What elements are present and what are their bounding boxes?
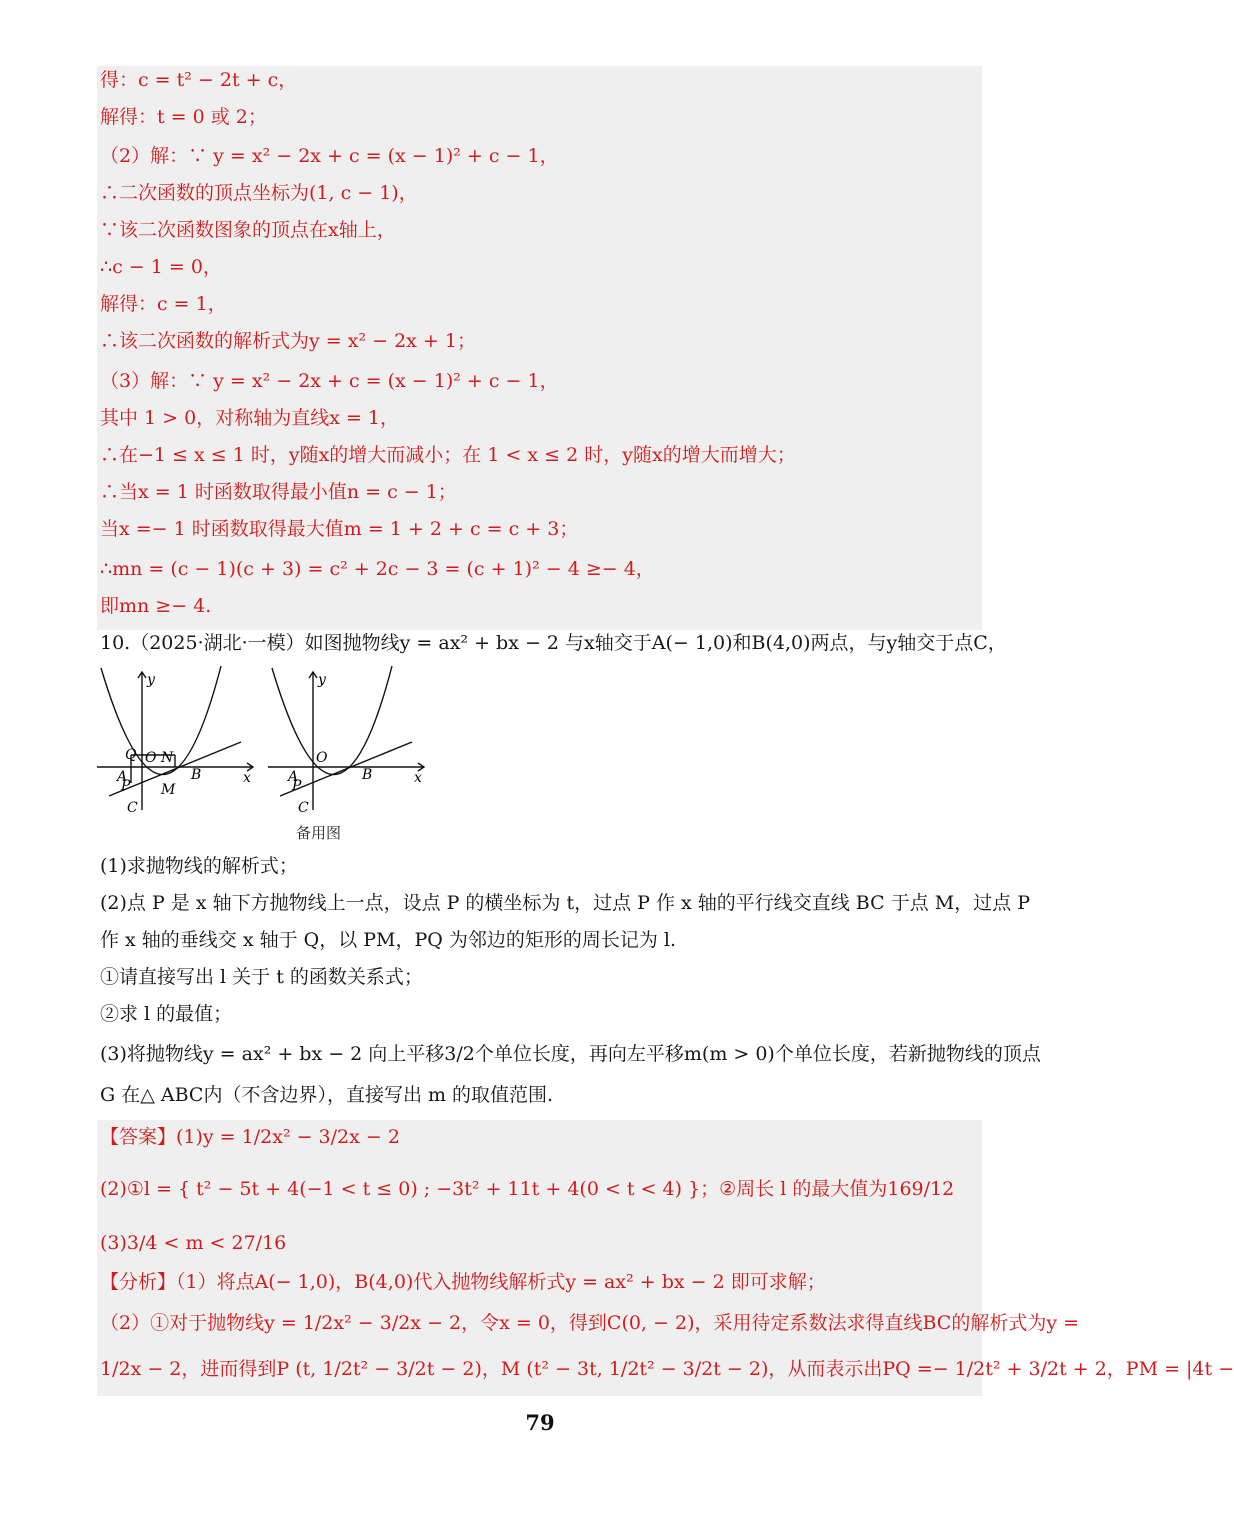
solution-line: 得：c = t² − 2t + c，: [100, 69, 298, 91]
answer-line: (2)①l = { t² − 5t + 4(−1 < t ≤ 0) ; −3t² + 11t + 4(0 < t < 4) }；②周长 l 的最大值为169/12: [100, 1178, 955, 1200]
page-number: 79: [525, 1410, 555, 1435]
solution-line: ∴c − 1 = 0，: [100, 256, 222, 278]
parabola-figure-spare: [266, 664, 431, 814]
fig2-label-C: C: [298, 800, 309, 816]
fig1-label-x: x: [243, 770, 251, 786]
solution-line: （2）解：∵ y = x² − 2x + c = (x − 1)² + c − 1，: [100, 145, 559, 167]
answer-line: (3)3/4 < m < 27/16: [100, 1232, 287, 1254]
question-line: 作 x 轴的垂线交 x 轴于 Q，以 PM，PQ 为邻边的矩形的周长记为 l.: [100, 929, 677, 951]
solution-line: ∴二次函数的顶点坐标为(1, c − 1)，: [100, 182, 418, 204]
solution-line: ∴该二次函数的解析式为y = x² − 2x + 1；: [100, 330, 476, 352]
answer-line: 【分析】（1）将点A(− 1,0)，B(4,0)代入抛物线解析式y = ax² + bx − 2 即可求解；: [100, 1271, 826, 1293]
answer-line: 1/2x − 2，进而得到P (t, 1/2t² − 3/2t − 2)，M (t² − 3t, 1/2t² − 3/2t − 2)，从而表示出PQ =− 1/2t² + 3/2t + 2，PM = |4t −: [100, 1358, 1234, 1380]
question-line: (3)将抛物线y = ax² + bx − 2 向上平移3/2个单位长度，再向左平移m(m > 0)个单位长度，若新抛物线的顶点: [100, 1043, 1041, 1065]
answer-line: （2）①对于抛物线y = 1/2x² − 3/2x − 2，令x = 0，得到C(0, − 2)，采用待定系数法求得直线BC的解析式为y =: [100, 1312, 1080, 1334]
fig1-label-Q: Q: [125, 747, 137, 763]
solution-line: （3）解：∵ y = x² − 2x + c = (x − 1)² + c − 1，: [100, 370, 559, 392]
solution-line: 当x =− 1 时函数取得最大值m = 1 + 2 + c = c + 3；: [100, 518, 579, 540]
question-line: ①请直接写出 l 关于 t 的函数关系式；: [100, 966, 423, 988]
problem-stem: 10.（2025·湖北·一模）如图抛物线y = ax² + bx − 2 与x轴交于A(− 1,0)和B(4,0)两点，与y轴交于点C，: [100, 632, 1007, 654]
fig1-label-N: N: [161, 750, 174, 766]
fig2-label-x: x: [414, 770, 422, 786]
fig2-label-O: O: [316, 750, 328, 766]
fig2-label-A: A: [288, 769, 299, 785]
parabola-figure-main: [95, 664, 260, 814]
fig1-label-O: O: [145, 750, 157, 766]
solution-line: 解得：c = 1，: [100, 293, 227, 315]
figure-caption: 备用图: [296, 824, 342, 842]
fig1-label-A: A: [117, 769, 128, 785]
fig1-label-C: C: [127, 800, 138, 816]
answer-line: 【答案】(1)y = 1/2x² − 3/2x − 2: [100, 1126, 400, 1148]
solution-line: ∴当x = 1 时函数取得最小值n = c − 1；: [100, 481, 457, 503]
question-line: ②求 l 的最值；: [100, 1003, 233, 1025]
answer-box: [97, 1120, 982, 1396]
fig2-label-P: P: [292, 778, 302, 794]
fig1-label-y: y: [147, 672, 155, 688]
solution-line: 即mn ≥− 4.: [100, 595, 212, 617]
question-line: (2)点 P 是 x 轴下方抛物线上一点，设点 P 的横坐标为 t，过点 P 作 x 轴的平行线交直线 BC 于点 M，过点 P: [100, 892, 1031, 914]
solution-line: ∴mn = (c − 1)(c + 3) = c² + 2c − 3 = (c + 1)² − 4 ≥− 4，: [100, 558, 655, 580]
solution-line: 解得：t = 0 或 2；: [100, 106, 267, 128]
question-line: G 在△ ABC内（不含边界），直接写出 m 的取值范围.: [100, 1084, 554, 1106]
fig1-label-M: M: [161, 782, 176, 798]
solution-line: ∵该二次函数图象的顶点在x轴上，: [100, 219, 396, 241]
solution-line: ∴在−1 ≤ x ≤ 1 时，y随x的增大而减小；在 1 < x ≤ 2 时，y随x的增大而增大；: [100, 444, 796, 466]
fig1-label-B: B: [191, 767, 202, 783]
fig2-label-y: y: [318, 672, 326, 688]
fig1-label-P: P: [121, 778, 131, 794]
fig2-label-B: B: [362, 767, 373, 783]
solution-line: 其中 1 > 0，对称轴为直线x = 1，: [100, 407, 400, 429]
question-line: (1)求抛物线的解析式；: [100, 855, 298, 877]
